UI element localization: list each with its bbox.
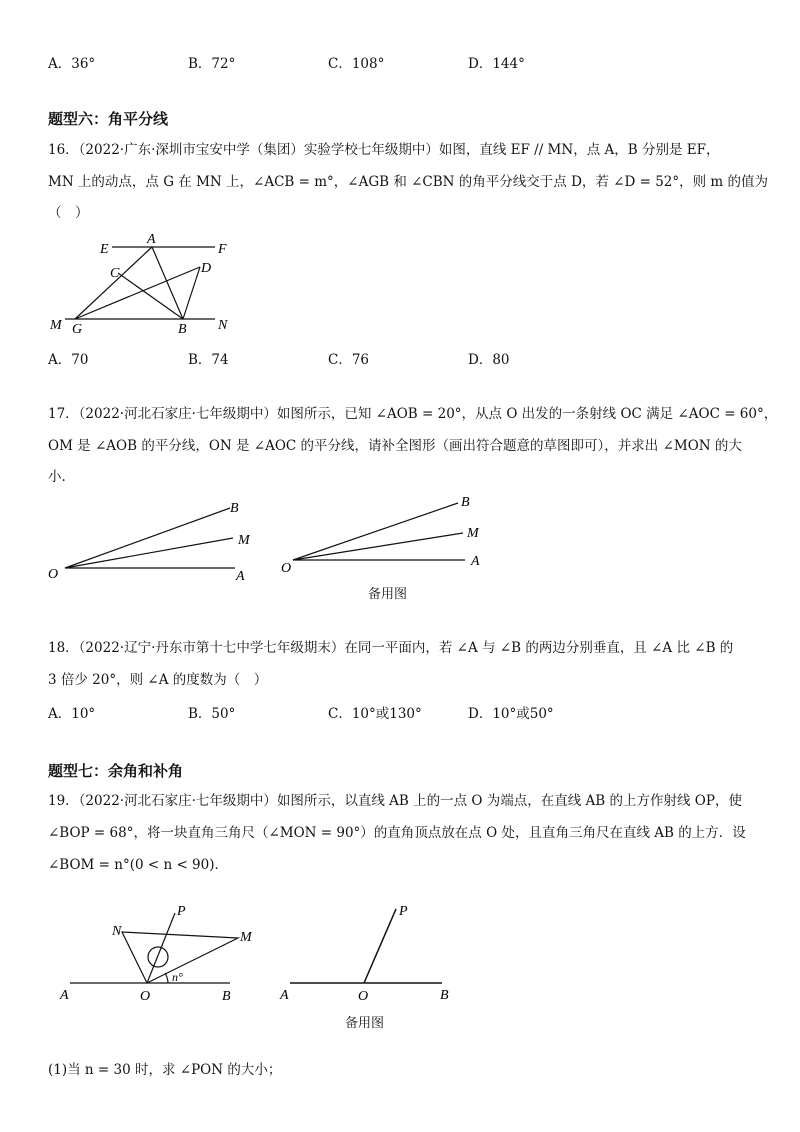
label-angle-n: n° bbox=[172, 970, 183, 984]
q18-option-b[interactable]: B．50° bbox=[188, 706, 236, 722]
q19-text-line3: ∠BOM = n°(0 < n < 90)． bbox=[48, 857, 228, 873]
section-title-complementary-supplementary: 题型七：余角和补角 bbox=[48, 762, 184, 780]
q19-text-line2: ∠BOP = 68°，将一块直角三角尺（∠MON = 90°）的直角顶点放在点 O 处，且直角三角尺在直线 AB 的上方．设 bbox=[48, 825, 746, 841]
q17-caption: 备用图 bbox=[368, 587, 408, 602]
label-p: P bbox=[399, 904, 408, 919]
q16-option-d[interactable]: D．80 bbox=[468, 352, 510, 368]
q19-text-line1: 19．（2022·河北石家庄·七年级期中）如图所示，以直线 AB 上的一点 O 为端点，在直线 AB 的上方作射线 OP，使 bbox=[48, 793, 742, 809]
label-a: A bbox=[60, 988, 69, 1003]
label-n: N bbox=[112, 924, 122, 939]
label-f: F bbox=[218, 242, 227, 257]
q15-option-d[interactable]: D．144° bbox=[468, 56, 525, 72]
ray-om bbox=[293, 533, 463, 560]
label-m: M bbox=[240, 930, 252, 945]
section-title-angle-bisector: 题型六：角平分线 bbox=[48, 110, 169, 128]
label-b: B bbox=[440, 988, 449, 1003]
q19-figure-spare bbox=[270, 895, 470, 1010]
q16-text-line3: （ ） bbox=[48, 205, 89, 221]
label-g: G bbox=[72, 322, 83, 337]
q16-option-a[interactable]: A．70 bbox=[48, 352, 89, 368]
label-e: E bbox=[100, 242, 109, 257]
q15-option-b[interactable]: B．72° bbox=[188, 56, 236, 72]
q18-text-line2: 3 倍少 20°，则 ∠A 的度数为（ ） bbox=[48, 672, 268, 688]
q16-figure bbox=[40, 225, 240, 340]
q19-caption: 备用图 bbox=[345, 1016, 385, 1031]
q17-figure-main bbox=[40, 490, 270, 590]
segment-bd bbox=[183, 267, 200, 319]
q17-text-line2: OM 是 ∠AOB 的平分线，ON 是 ∠AOC 的平分线，请补全图形（画出符合题意的草图即可），并求出 ∠MON 的大 bbox=[48, 438, 742, 454]
label-c: C bbox=[110, 266, 120, 281]
label-a: A bbox=[236, 569, 245, 584]
label-b: B bbox=[461, 495, 470, 510]
ray-ob bbox=[293, 503, 458, 560]
label-m: M bbox=[467, 526, 479, 541]
q17-figure-spare bbox=[275, 485, 505, 580]
label-b: B bbox=[230, 501, 239, 516]
q18-option-c[interactable]: C．10°或130° bbox=[328, 706, 422, 722]
label-a: A bbox=[471, 554, 480, 569]
ray-ob bbox=[65, 508, 230, 568]
q19-subquestion-1: (1)当 n = 30 时，求 ∠PON 的大小； bbox=[48, 1062, 282, 1078]
q19-figure-main bbox=[50, 895, 250, 1010]
q18-text-line1: 18．（2022·辽宁·丹东市第十七中学七年级期末）在同一平面内，若 ∠A 与 ∠B 的两边分别垂直，且 ∠A 比 ∠B 的 bbox=[48, 640, 734, 656]
label-o: O bbox=[48, 567, 59, 582]
q18-option-d[interactable]: D．10°或50° bbox=[468, 706, 554, 722]
q16-text-line1: 16．（2022·广东·深圳市宝安中学（集团）实验学校七年级期中）如图，直线 EF // MN，点 A，B 分别是 EF， bbox=[48, 142, 720, 158]
label-a: A bbox=[280, 988, 289, 1003]
ray-om bbox=[65, 538, 233, 568]
segment-ag bbox=[75, 247, 152, 319]
q18-option-a[interactable]: A．10° bbox=[48, 706, 96, 722]
label-m: M bbox=[50, 318, 62, 333]
q17-text-line1: 17．（2022·河北石家庄·七年级期中）如图所示，已知 ∠AOB = 20°，从点 O 出发的一条射线 OC 满足 ∠AOC = 60°， bbox=[48, 406, 778, 422]
label-o: O bbox=[358, 989, 369, 1004]
label-m: M bbox=[238, 533, 250, 548]
label-b: B bbox=[222, 989, 231, 1004]
q15-option-a[interactable]: A．36° bbox=[48, 56, 96, 72]
q17-text-line3: 小. bbox=[48, 469, 66, 485]
ray-op bbox=[364, 909, 396, 983]
segment-gd bbox=[75, 267, 200, 319]
label-o: O bbox=[281, 561, 292, 576]
label-n: N bbox=[218, 318, 228, 333]
angle-n-arc bbox=[165, 973, 168, 983]
label-o: O bbox=[140, 989, 151, 1004]
q15-option-c[interactable]: C．108° bbox=[328, 56, 385, 72]
q16-option-c[interactable]: C．76 bbox=[328, 352, 370, 368]
q16-text-line2: MN 上的动点，点 G 在 MN 上，∠ACB = m°，∠AGB 和 ∠CBN 的角平分线交于点 D，若 ∠D = 52°，则 m 的值为 bbox=[48, 174, 769, 190]
label-p: P bbox=[177, 904, 186, 919]
label-d: D bbox=[201, 261, 212, 276]
label-b: B bbox=[178, 322, 187, 337]
label-a: A bbox=[147, 232, 156, 247]
q16-option-b[interactable]: B．74 bbox=[188, 352, 229, 368]
